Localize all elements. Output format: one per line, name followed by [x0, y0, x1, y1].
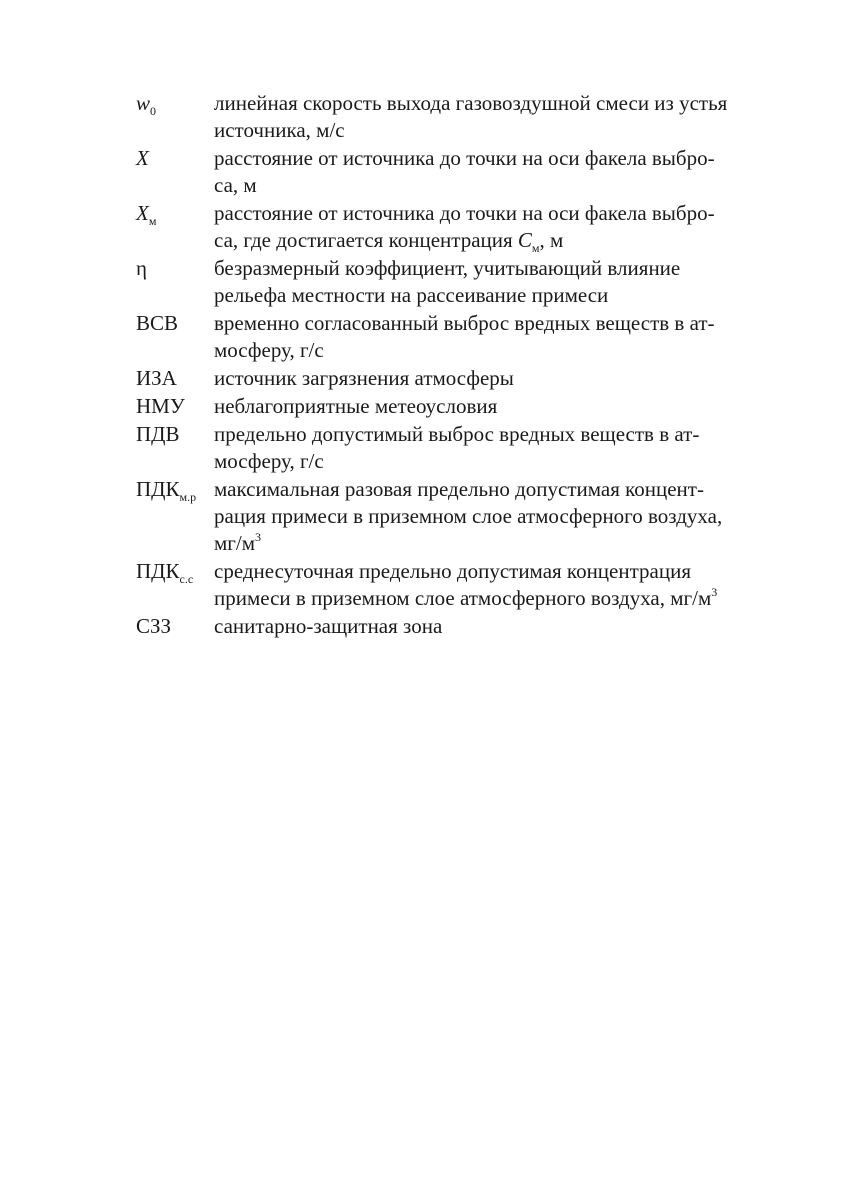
glossary-entry-xm: [136, 200, 752, 254]
glossary-definition: неблагоприятные метеоусловия: [214, 394, 498, 418]
glossary-entry-nmu: [136, 393, 752, 420]
glossary-term: $ПДК_{м.р}$: [136, 477, 197, 504]
glossary-entry-pdv: [136, 421, 752, 475]
glossary-entry-x: [136, 145, 752, 199]
glossary-entry-pdk-ss: [136, 558, 752, 612]
glossary-list: [136, 90, 752, 641]
glossary-definition: безразмерный коэффициент, учитывающий влияние рельефа местности на рассеивание примеси: [214, 256, 681, 307]
glossary-definition: линейная скорость выхода газовоздушной смеси из устья источника, м/с: [214, 91, 728, 142]
glossary-definition: санитарно-защитная зона: [214, 614, 443, 638]
glossary-definition: предельно допустимый выброс вредных веществ в ат- мосферу, г/с: [214, 422, 700, 473]
glossary-term: ВСВ: [136, 311, 179, 335]
glossary-term: X: [136, 146, 149, 170]
glossary-term: НМУ: [136, 394, 185, 418]
glossary-definition: расстояние от источника до точки на оси факела выбро- са, где достигается концентрация $C_м$, м: [214, 201, 715, 255]
glossary-entry-iza: [136, 365, 752, 392]
glossary-definition: расстояние от источника до точки на оси факела выбро- са, м: [214, 146, 715, 197]
glossary-definition: источник загрязнения атмосферы: [214, 366, 514, 390]
glossary-entry-vsv: [136, 310, 752, 364]
glossary-term: $ПДК_{с.с}$: [136, 559, 194, 586]
glossary-definition: среднесуточная предельно допустимая концентрация примеси в приземном слое атмосферного воздуха, $мг/м^3$: [214, 559, 718, 610]
glossary-term: $w_0$: [136, 91, 157, 118]
glossary-term: ПДВ: [136, 422, 180, 446]
glossary-term: ИЗА: [136, 366, 177, 390]
glossary-definition: временно согласованный выброс вредных веществ в ат- мосферу, г/с: [214, 311, 715, 362]
glossary-term: $X_м$: [136, 201, 157, 228]
glossary-term: СЗЗ: [136, 614, 172, 638]
glossary-term: η: [136, 256, 147, 280]
glossary-entry-pdk-mr: [136, 476, 752, 557]
glossary-entry-eta: [136, 255, 752, 309]
glossary-entry-w0: [136, 90, 752, 144]
glossary-definition: максимальная разовая предельно допустимая концент- рация примеси в приземном слое атмосферного воздуха, $мг/м^3$: [214, 477, 723, 555]
glossary-entry-szz: [136, 613, 752, 640]
